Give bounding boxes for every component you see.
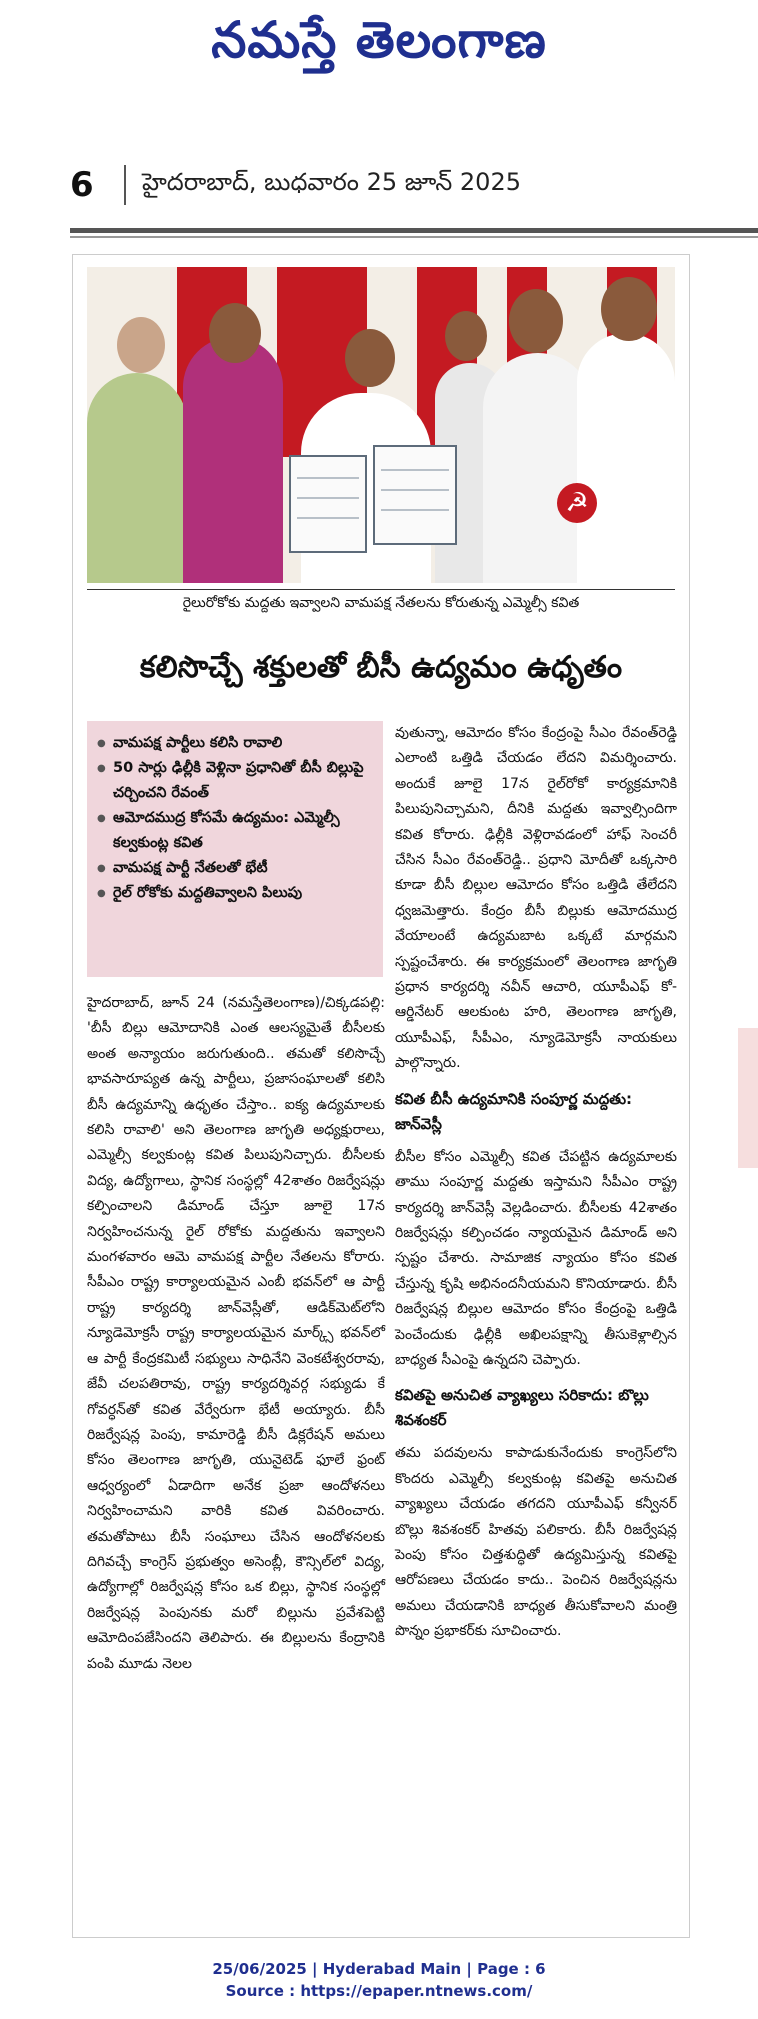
- body-paragraph: బీసీల కోసం ఎమ్మెల్సీ కవిత చేపట్టిన ఉద్యమాలకు తాము సంపూర్ణ మద్దతు ఇస్తామని సీపీఎం రాష్ట్ర కార్యదర్శి జాన్‌వెస్లీ వెల్లడించారు. బీసీలకు 42శాతం రిజర్వేషన్లు కల్పించడం న్యాయమైన డిమాండ్ అని స్పష్టం చేశారు. సామాజిక న్యాయం కోసం కవిత చేస్తున్న కృషి అభినందనీయమని కొనియాడారు. బీసీ రిజర్వేషన్ల బిల్లుల ఆమోదం కోసం కేంద్రంపై ఒత్తిడి పెంచేందుకు ఢిల్లీకి అఖిలపక్షాన్ని తీసుకెళ్లాల్సిన బాధ్యత సీఎంపై ఉన్నదని చెప్పారు.: [395, 1148, 677, 1368]
- publication-date: హైదరాబాద్, బుధవారం 25 జూన్ 2025: [142, 168, 521, 196]
- certificate-document: [289, 455, 367, 553]
- footer-edition-info: 25/06/2025 | Hyderabad Main | Page : 6: [212, 1960, 546, 1978]
- person-figure: [577, 333, 675, 583]
- header-rule-thin: [70, 236, 758, 238]
- person-head: [345, 329, 395, 387]
- highlight-item: ● వామపక్ష పార్టీ నేతలతో భేటీ: [97, 856, 373, 881]
- highlights-box: [87, 721, 383, 977]
- person-head: [509, 289, 563, 353]
- header-rule: [70, 228, 758, 233]
- masthead: [0, 0, 758, 92]
- subheading: కవిత బీసీ ఉద్యమానికి సంపూర్ణ మద్దతు: జాన్‌వెస్లీ: [395, 1089, 633, 1133]
- person-head: [117, 317, 165, 373]
- article-headline: కలిసొచ్చే శక్తులతో బీసీ ఉద్యమం ఉధృతం: [139, 650, 623, 685]
- person-head: [445, 311, 487, 361]
- highlight-item: ● 50 సార్లు ఢిల్లీకి వెళ్లినా ప్రధానితో బీసీ బిల్లుపై చర్చించని రేవంత్: [97, 756, 373, 806]
- adjacent-highlights-edge: [738, 1028, 758, 1168]
- news-article[interactable]: [72, 254, 690, 1938]
- page-number: 6: [70, 165, 94, 205]
- footer-source-link[interactable]: Source : https://epaper.ntnews.com/: [225, 1982, 533, 2000]
- person-head: [209, 303, 261, 363]
- article-body-right: [395, 721, 677, 1651]
- highlight-item: ● వామపక్ష పార్టీలు కలిసి రావాలి: [97, 731, 373, 756]
- body-paragraph: తమ పదవులను కాపాడుకునేందుకు కాంగ్రెస్‌లోని కొందరు ఎమ్మెల్సీ కల్వకుంట్ల కవితపై అనుచిత వ్యాఖ్యలు చేయడం తగదని యూపీఎఫ్ కన్వీనర్ బొల్లు శివశంకర్ హితవు పలికారు. బీసీ రిజర్వేషన్ల పెంపు కోసం చిత్తశుద్ధితో ఉద్యమిస్తున్న కవితపై ఆరోపణలు చేయడం కాదు.. పెంచిన రిజర్వేషన్లను అమలు చేయడానికి బాధ్యత తీసుకోవాలని మంత్రి పొన్నం ప్రభాకర్‌కు సూచించారు.: [395, 1445, 677, 1640]
- person-figure: [87, 373, 187, 583]
- person-head: [601, 277, 657, 341]
- certificate-document: [373, 445, 457, 545]
- dateline: [70, 158, 630, 212]
- body-paragraph: వుతున్నా, ఆమోదం కోసం కేంద్రంపై సీఎం రేవంత్‌రెడ్డి ఎలాంటి ఒత్తిడి చేయడం లేదని విమర్శించారు. అందుకే జూలై 17న రైల్‌రోకో కార్యక్రమానికి పిలుపునిచ్చామని, దీనికి మద్దతు ఇవ్వాల్సిందిగా కవిత కోరారు. ఢిల్లీకి వెళ్లిరావడంలో హాఫ్ సెంచరీ చేసిన సీఎం రేవంత్‌రెడ్డి.. ప్రధాని మోదీతో ఒక్కసారి కూడా బీసీ బిల్లుల ఆమోదం కోసం ఒత్తిడి తేలేదని ధ్వజమెత్తారు. కేంద్రం బీసీ బిల్లుకు ఆమోదముద్ర వేయాలంటే ఉద్యమబాట ఒక్కటే మార్గమని స్పష్టంచేశారు. ఈ కార్యక్రమంలో తెలంగాణ జాగృతి ప్రధాన కార్యదర్శి నవీన్ ఆచారి, యూపీఎఫ్ కో-ఆర్డినేటర్ ఆలకుంట హరి, తెలంగాణ జాగృతి, యూపీఎఫ్, సీపీఎం, న్యూడెమోక్రసీ నాయకులు పాల్గొన్నారు.: [395, 725, 677, 1072]
- article-body-left: హైదరాబాద్, జూన్ 24 (నమస్తేతెలంగాణ)/చిక్కడపల్లి: 'బీసీ బిల్లు ఆమోదానికి ఎంత ఆలస్యమైతే బీసీలకు అంత అన్యాయం జరుగుతుంది.. తమతో కలిసొచ్చే భావసారూప్యత ఉన్న పార్టీలు, ప్రజాసంఘాలతో కలిసి బీసీ ఉద్యమాన్ని ఉధృతం చేస్తాం.. ఐక్య ఉద్యమాలకు కలిసి రావాలి' అని తెలంగాణ జాగృతి అధ్యక్షురాలు, ఎమ్మెల్సీ కల్వకుంట్ల కవిత పిలుపునిచ్చారు. బీసీలకు విద్య, ఉద్యోగాలు, స్థానిక సంస్థల్లో 42శాతం రిజర్వేషన్లు కల్పించాలని డిమాండ్ చేస్తూ జూలై 17న నిర్వహించనున్న రైల్ రోకోకు మద్దతును ఇవ్వాలని మంగళవారం ఆమె వామపక్ష పార్టీల నేతలను కోరారు. సీపీఎం రాష్ట్ర కార్యాలయమైన ఎంబీ భవన్‌లో ఆ పార్టీ రాష్ట్ర కార్యదర్శి జాన్‌వెస్లీతో, ఆడిక్‌మెట్‌లోని న్యూడెమోక్రసీ రాష్ట్ర కార్యాలయమైన మార్క్స్ భవన్‌లో ఆ పార్టీ కేంద్రకమిటీ సభ్యులు సాధినేని వెంకటేశ్వరరావు, జేవీ చలపతిరావు, రాష్ట్ర కార్యదర్శివర్గ సభ్యుడు కే గోవర్ధన్‌తో కవిత వేర్వేరుగా భేటీ అయ్యారు. బీసీ రిజర్వేషన్ల పెంపు, కామారెడ్డి బీసీ డిక్లరేషన్ అమలు కోసం తెలంగాణ జాగృతి, యునైటెడ్ ఫూలే ఫ్రంట్ ఆధ్వర్యంలో ఏడాదిగా అనేక ప్రజా ఆందోళనలు నిర్వహించామని వారికి కవిత వివరించారు. తమతోపాటు బీసీ సంఘాలు చేసిన ఆందోళనలకు దిగివచ్చే కాంగ్రెస్ ప్రభుత్వం అసెంబ్లీ, కౌన్సిల్‌లో విద్య, ఉద్యోగాల్లో రిజర్వేషన్ల కోసం ఒక బిల్లు, స్థానిక సంస్థల్లో రిజర్వేషన్ల పెంపునకు మరో బిల్లును ప్రవేశపెట్టి ఆమోదింపజేసిందని తెలిపారు. ఈ బిల్లులను కేంద్రానికి పంపి మూడు నెలల: [87, 995, 385, 1672]
- page-footer: [0, 1950, 758, 2010]
- subheading: కవితపై అనుచిత వ్యాఖ్యలు సరికాదు: బొల్లు శివశంకర్: [395, 1386, 649, 1430]
- photo-caption: రైలురోకోకు మద్దతు ఇవ్వాలని వామపక్ష నేతలను కోరుతున్న ఎమ్మెల్సీ కవిత: [87, 589, 675, 619]
- newspaper-logo: నమస్తే తెలంగాణ: [211, 10, 547, 69]
- article-photo: [87, 267, 675, 583]
- dateline-divider: [124, 165, 126, 205]
- hammer-sickle-icon: ☭: [557, 483, 597, 523]
- highlight-item: ● రైల్ రోకోకు మద్దతివ్వాలని పిలుపు: [97, 881, 373, 906]
- person-figure: [183, 337, 283, 583]
- highlight-item: ● ఆమోదముద్ర కోసమే ఉద్యమం: ఎమ్మెల్సీ కల్వకుంట్ల కవిత: [97, 806, 373, 856]
